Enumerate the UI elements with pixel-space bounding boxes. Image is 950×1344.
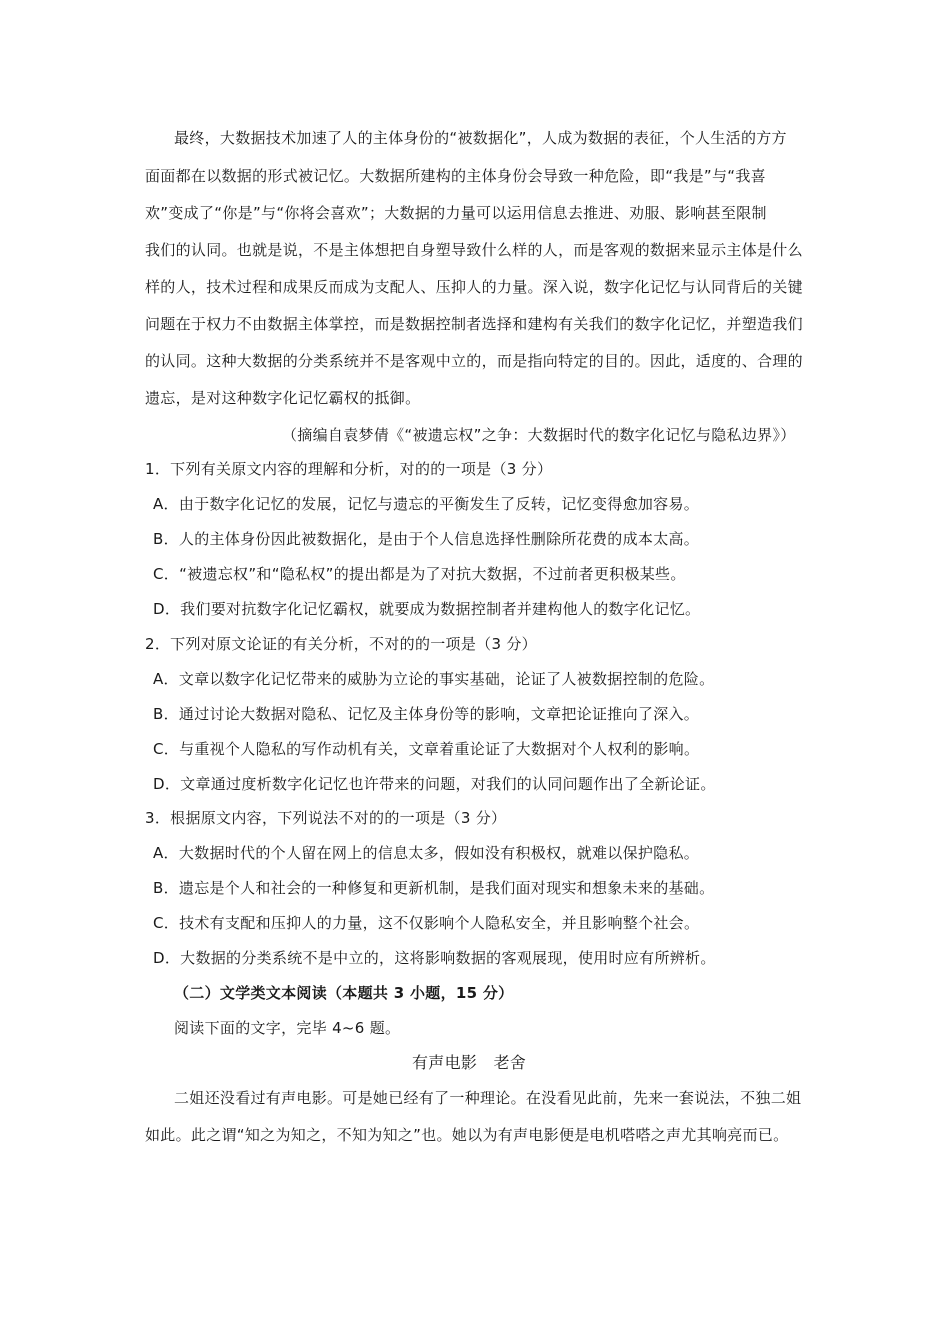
question-option: B．人的主体身份因此被数据化，是由于个人信息选择性删除所花费的成本太高。 [153, 530, 700, 548]
question-option: B．遗忘是个人和社会的一种修复和更新机制，是我们面对现实和想象未来的基础。 [153, 879, 715, 897]
question-stem: 1．下列有关原文内容的理解和分析，对的的一项是（3 分） [145, 460, 553, 478]
paragraph-line: 样的人，技术过程和成果反而成为支配人、压抑人的力量。深入说，数字化记忆与认同背后的关键 [145, 278, 803, 296]
question-option: D．大数据的分类系统不是中立的，这将影响数据的客观展现，使用时应有所辨析。 [153, 949, 716, 967]
question-stem: 2．下列对原文论证的有关分析，不对的的一项是（3 分） [145, 635, 537, 653]
article-title: 有声电影 老舍 [412, 1053, 527, 1072]
question-option: B．通过讨论大数据对隐私、记忆及主体身份等的影响，文章把论证推向了深入。 [153, 705, 700, 723]
paragraph-line: 如此。此之谓“知之为知之，不知为知之”也。她以为有声电影便是电机嗒嗒之声尤其响亮而已。 [145, 1126, 789, 1144]
question-option: A．大数据时代的个人留在网上的信息太多，假如没有积极权，就难以保护隐私。 [153, 844, 700, 862]
paragraph-line: 面面都在以数据的形式被记忆。大数据所建构的主体身份会导致一种危险，即“我是”与“我喜 [145, 167, 766, 185]
question-option: C．“被遗忘权”和“隐私权”的提出都是为了对抗大数据，不过前者更积极某些。 [153, 565, 686, 583]
question-option: A．文章以数字化记忆带来的威胁为立论的事实基础，论证了人被数据控制的危险。 [153, 670, 715, 688]
paragraph-line: 欢”变成了“你是”与“你将会喜欢”；大数据的力量可以运用信息去推进、劝服、影响甚至限制 [145, 204, 767, 222]
paragraph-line: 问题在于权力不由数据主体掌控，而是数据控制者选择和建构有关我们的数字化记忆，并塑造我们 [145, 315, 803, 333]
question-option: C．技术有支配和压抑人的力量，这不仅影响个人隐私安全，并且影响整个社会。 [153, 914, 700, 932]
source-citation: （摘编自袁梦倩《“被遗忘权”之争：大数据时代的数字化记忆与隐私边界》） [282, 426, 796, 444]
question-option: D．文章通过度析数字化记忆也许带来的问题，对我们的认同问题作出了全新论证。 [153, 775, 716, 793]
paragraph-line: 我们的认同。也就是说，不是主体想把自身塑导致什么样的人，而是客观的数据来显示主体是什么 [145, 241, 803, 259]
question-option: C．与重视个人隐私的写作动机有关，文章着重论证了大数据对个人权利的影响。 [153, 740, 700, 758]
question-stem: 3．根据原文内容，下列说法不对的的一项是（3 分） [145, 809, 507, 827]
paragraph-line: 遗忘，是对这种数字化记忆霸权的抵御。 [145, 389, 421, 407]
section-instruction: 阅读下面的文字，完毕 4~6 题。 [174, 1019, 401, 1037]
question-option: D．我们要对抗数字化记忆霸权，就要成为数据控制者并建构他人的数字化记忆。 [153, 600, 701, 618]
paragraph-line: 二姐还没看过有声电影。可是她已经有了一种理论。在没看见此前，先来一套说法，不独二姐 [174, 1089, 802, 1107]
paragraph-line: 最终，大数据技术加速了人的主体身份的“被数据化”，人成为数据的表征，个人生活的方方 [174, 129, 787, 147]
question-option: A．由于数字化记忆的发展，记忆与遗忘的平衡发生了反转，记忆变得愈加容易。 [153, 495, 700, 513]
paragraph-line: 的认同。这种大数据的分类系统并不是客观中立的，而是指向特定的目的。因此，适度的、合理的 [145, 352, 803, 370]
section-heading: （二）文学类文本阅读（本题共 3 小题，15 分） [174, 984, 514, 1002]
